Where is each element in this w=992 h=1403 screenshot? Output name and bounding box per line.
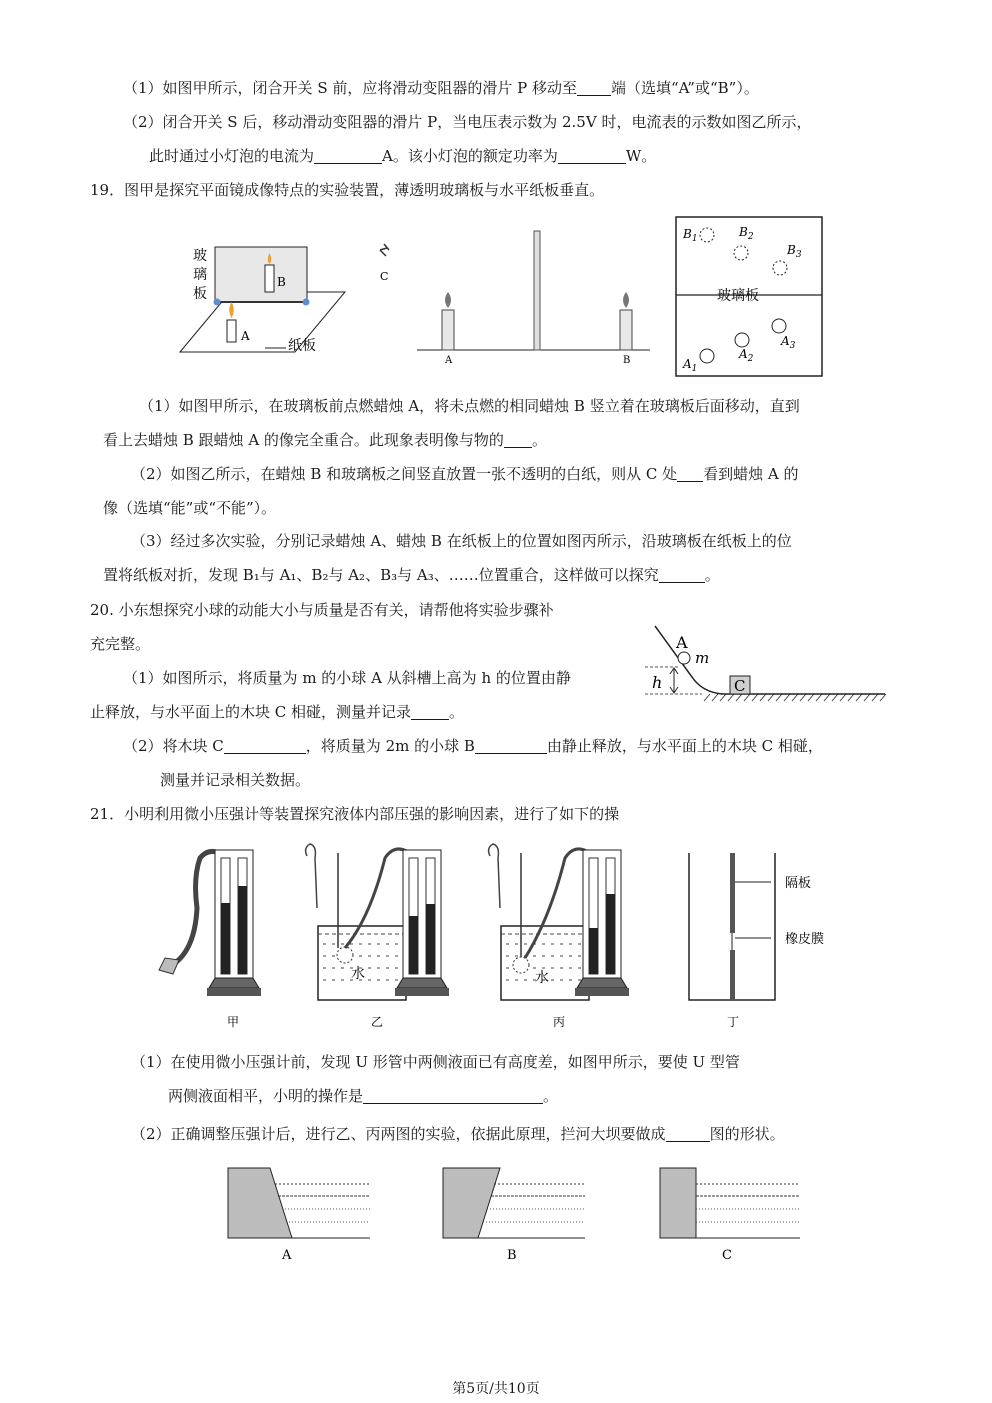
eye-icon (380, 244, 389, 256)
answer-blank[interactable] (577, 79, 611, 96)
label-candle-a: A (445, 355, 453, 366)
q19-part2: （2）如图乙所示，在蜡烛 B 和玻璃板之间竖直放置一张不透明的白纸，则从 C 处 看到蜡烛 A 的 (131, 465, 799, 483)
q21-part1-cont: 两侧液面相平，小明的操作是 。 (168, 1087, 559, 1105)
answer-blank[interactable] (363, 1087, 543, 1104)
q19-part3-cont: 置将纸板对折，发现 B₁与 A₁、B₂与 A₂、B₃与 A₃、……位置重合，这样做可以探究 。 (103, 566, 720, 584)
q19-part1-cont: 看上去蜡烛 B 跟蜡烛 A 的像完全重合。此现象表明像与物的 。 (103, 431, 547, 449)
dam-option-a (228, 1168, 370, 1263)
q18-part2: （2）闭合开关 S 后，移动滑动变阻器的滑片 P，当电压表示数为 2.5V 时，电流表的示数如图乙所示， (123, 113, 812, 131)
label-block-c: C (734, 677, 746, 695)
svg-text:B1: $B_1$ (683, 227, 698, 244)
q19-part1: （1）如图甲所示，在玻璃板前点燃蜡烛 A，将未点燃的相同蜡烛 B 竖立着在玻璃板后面移动，直到 (139, 397, 800, 415)
figure-position-record (675, 216, 825, 378)
figure-candle-eye (375, 228, 655, 366)
q18-part1: （1）如图甲所示，闭合开关 S 前，应将滑动变阻器的滑片 P 移动至 端（选填“A”或“B”）。 (123, 79, 759, 97)
q20-part1: （1）如图所示，将质量为 m 的小球 A 从斜槽上高为 h 的位置由静 (123, 669, 571, 687)
q19-part2-cont: 像（选填“能”或“不能”）。 (103, 499, 277, 517)
q19-title: 19．图甲是探究平面镜成像特点的实验装置，薄透明玻璃板与水平纸板垂直。 (90, 181, 605, 199)
gauge-bing (489, 844, 629, 1029)
q20-part2-cont: 测量并记录相关数据。 (160, 771, 311, 789)
answer-blank[interactable] (224, 737, 306, 754)
q20-title: 20. 小东想探究小球的动能大小与质量是否有关，请帮他将实验步骤补 (90, 601, 554, 619)
gauge-jia (159, 850, 261, 1029)
svg-text:丁: 丁 (727, 1015, 740, 1029)
gauge-yi (306, 844, 449, 1029)
answer-blank[interactable] (411, 703, 449, 720)
container-partition (689, 853, 824, 1029)
q21-title: 21．小明利用微小压强计等装置探究液体内部压强的影响因素，进行了如下的操 (90, 805, 620, 823)
svg-text:隔板: 隔板 (785, 876, 812, 891)
answer-blank[interactable] (666, 1125, 710, 1142)
q20-part1-cont: 止释放，与水平面上的木块 C 相碰，测量并记录 。 (90, 703, 465, 721)
figure-mirror-setup (170, 230, 350, 360)
q20-part2: （2）将木块 C ，将质量为 2m 的小球 B 由静止释放，与水平面上的木块 C 相碰， (123, 737, 823, 755)
answer-blank[interactable] (677, 465, 703, 482)
svg-text:A: A (282, 1248, 292, 1263)
label-viewpoint-c: C (380, 270, 389, 283)
q20-title-cont: 充完整。 (90, 635, 151, 653)
label-candle-a: A (241, 329, 250, 343)
svg-text:甲: 甲 (227, 1015, 240, 1029)
figure-pressure-gauge (155, 838, 855, 1038)
label-candle-b: B (277, 275, 286, 289)
label-mass: m (695, 649, 710, 667)
svg-text:B3: $B_3$ (787, 243, 802, 260)
label-paper: 纸板 (288, 338, 316, 354)
label-height: h (652, 673, 663, 692)
answer-blank[interactable] (558, 147, 626, 164)
svg-text:丙: 丙 (553, 1015, 566, 1029)
svg-text:C: C (722, 1248, 732, 1263)
answer-blank[interactable] (314, 147, 382, 164)
figure-ramp-ball (640, 622, 890, 706)
q19-part3: （3）经过多次实验，分别记录蜡烛 A、蜡烛 B 在纸板上的位置如图丙所示，沿玻璃板在纸板上的位 (131, 532, 792, 550)
svg-text:水: 水 (351, 966, 365, 982)
svg-text:乙: 乙 (371, 1015, 384, 1029)
svg-text:B2: $B_2$ (739, 225, 754, 242)
label-glass: 玻璃板 (717, 288, 759, 304)
label-glass-2: 璃 (193, 267, 207, 283)
svg-text:A3: $A_3$ (781, 334, 796, 351)
label-candle-b: B (623, 355, 631, 366)
svg-text:水: 水 (535, 970, 549, 986)
figure-dam-options (220, 1160, 820, 1265)
page-footer: 第5页/共10页 (452, 1381, 540, 1397)
q18-part2-cont: 此时通过小灯泡的电流为 A。该小灯泡的额定功率为 W。 (149, 147, 657, 165)
label-glass-1: 玻 (193, 248, 207, 264)
dam-option-c (660, 1168, 800, 1263)
q21-part2: （2）正确调整压强计后，进行乙、丙两图的实验，依据此原理，拦河大坝要做成 图的形状。 (131, 1125, 785, 1143)
label-ball-a: A (676, 633, 688, 652)
svg-text:B: B (507, 1248, 517, 1263)
dam-option-b (443, 1168, 585, 1263)
q21-part1: （1）在使用微小压强计前，发现 U 形管中两侧液面已有高度差，如图甲所示，要使 U 型管 (131, 1053, 740, 1071)
svg-text:A2: $A_2$ (739, 347, 754, 364)
label-glass-3: 板 (193, 286, 207, 302)
answer-blank[interactable] (659, 566, 705, 583)
answer-blank[interactable] (475, 737, 547, 754)
answer-blank[interactable] (504, 431, 532, 448)
svg-text:A1: $A_1$ (683, 357, 698, 374)
svg-text:橡皮膜: 橡皮膜 (785, 932, 825, 947)
